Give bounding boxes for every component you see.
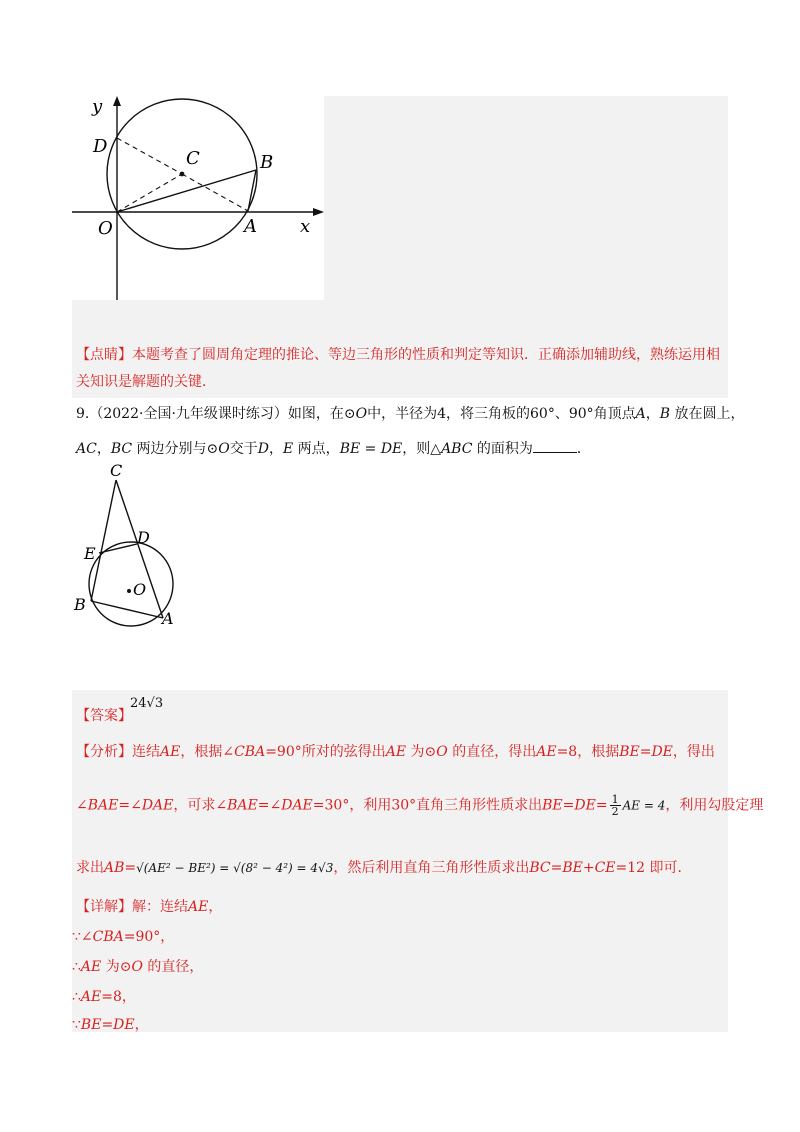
center-dot: [180, 172, 185, 177]
q-bc: BC: [110, 441, 133, 457]
a-text: ∠: [76, 797, 88, 814]
dashed-oc: [117, 174, 182, 212]
d-var: AE: [80, 989, 102, 1005]
q-text: ．: [576, 441, 591, 457]
a-var: AE: [536, 744, 557, 760]
detail-line-5: [72, 1015, 149, 1035]
tip-line-2: [76, 372, 216, 392]
detail-line-4: [72, 987, 136, 1007]
d-text: ∵∠: [72, 929, 93, 945]
line-ba: [91, 601, 163, 618]
q-e: E: [283, 441, 294, 457]
a-text: +: [582, 860, 595, 876]
fraction-one-half: [610, 794, 621, 817]
a-var: DAE: [281, 797, 313, 814]
label-a: A: [162, 609, 174, 628]
a-var: BAE: [87, 797, 119, 814]
label-d: D: [93, 136, 108, 157]
q-text: 放在圆上，: [670, 406, 745, 422]
d-circle-o: ⊙O: [119, 959, 143, 975]
a-text: 求出: [76, 860, 104, 876]
q-text: 中，半径为4，将三角板的60°、90°角顶点: [367, 406, 636, 422]
tip-text-1: 本题考查了圆周角定理的推论、等边三角形的性质和判定等知识．正确添加辅助线，熟练运用相: [132, 347, 720, 363]
a-formula: AE = 4: [622, 798, 666, 813]
a-var: BC: [529, 860, 551, 876]
label-c: C: [186, 148, 200, 169]
label-b: B: [260, 152, 274, 173]
a-text: =30°，利用30°直角三角形性质求出: [312, 797, 543, 814]
figure-shade-right: [324, 96, 728, 300]
d-text: ，: [208, 899, 223, 915]
a-var: AE: [160, 744, 181, 760]
center-dot: [127, 589, 131, 593]
d-text: ，: [134, 1017, 149, 1033]
a-var: BE=DE: [619, 744, 673, 760]
a-text: ，根据∠: [180, 744, 235, 760]
a-text: 连结: [132, 744, 160, 760]
q-text: ，: [645, 406, 660, 422]
a-text: =∠: [118, 797, 142, 814]
q-circle-o: ⊙O: [206, 441, 230, 457]
line-cb: [91, 480, 116, 601]
tip-line-1: [76, 345, 720, 365]
q-text: 两边分别与: [132, 441, 207, 457]
d-var: BE: [80, 1017, 102, 1033]
q-text: 的面积为: [472, 441, 533, 457]
d-text: 解：连结: [132, 899, 188, 915]
a-text: =12 即可．: [615, 860, 692, 876]
q-text: ，: [269, 441, 283, 457]
frac-numerator: 1: [611, 793, 619, 806]
answer-tag: 【答案】: [76, 708, 132, 724]
a-text: =: [595, 797, 608, 814]
detail-tag: 【详解】: [76, 899, 132, 915]
d-var: DE: [113, 1017, 135, 1033]
a-text: =: [550, 860, 563, 876]
label-a: A: [244, 216, 257, 237]
figure-2-triangle-circle: [70, 458, 200, 638]
label-d: D: [137, 528, 150, 547]
line-ed: [99, 544, 137, 553]
a-circle-o: ⊙O: [424, 744, 448, 760]
q-equation: BE = DE: [339, 441, 403, 457]
a-var: AE: [385, 744, 407, 760]
q-d: D: [257, 441, 269, 457]
d-text: 为: [101, 959, 120, 975]
detail-line-1: [76, 897, 222, 917]
q-text: ，: [96, 441, 111, 457]
line-ob: [117, 170, 256, 212]
a-var: DE: [574, 797, 596, 814]
d-text: =: [101, 1017, 114, 1033]
analysis-line-1: [76, 742, 715, 762]
label-o: O: [133, 580, 147, 599]
question-line-2: [76, 438, 591, 459]
analysis-line-2: [76, 794, 763, 817]
dashed-dc: [117, 138, 182, 174]
frac-denominator: 2: [611, 805, 619, 818]
a-var: BE: [562, 860, 583, 876]
a-text: ，利用勾股定理: [665, 797, 764, 814]
a-var: AB: [104, 860, 125, 876]
detail-line-3: [72, 957, 203, 977]
label-e: E: [84, 544, 96, 563]
analysis-line-3: [76, 858, 692, 878]
figure-1-coordinate-circle: [72, 92, 328, 302]
d-var: CBA: [92, 929, 124, 945]
d-text: 的直径，: [142, 959, 204, 975]
q-point-b: B: [659, 406, 671, 422]
label-c: C: [110, 461, 123, 480]
d-text: =8，: [101, 989, 136, 1005]
analysis-tag: 【分析】: [76, 744, 132, 760]
a-pythagoras-formula: √(AE² − BE²) = √(8² − 4²) = 4√3: [136, 861, 334, 875]
d-text: ∴: [72, 989, 81, 1005]
a-text: 为: [406, 744, 425, 760]
circle-o: [89, 542, 173, 626]
q-ac: AC: [76, 441, 97, 457]
d-text: ∵: [72, 1017, 81, 1033]
q-text: ，则△: [402, 441, 442, 457]
detail-line-2: [72, 927, 174, 947]
dashed-ca: [182, 174, 248, 211]
q-abc: ABC: [441, 441, 473, 457]
label-b: B: [74, 595, 86, 614]
d-var: AE: [80, 959, 102, 975]
d-text: ∴: [72, 959, 81, 975]
q-text: 两点，: [293, 441, 340, 457]
question-line-1: [76, 404, 745, 424]
d-var: AE: [188, 899, 209, 915]
tip-tag: 【点睛】: [76, 347, 132, 363]
a-var: CBA: [234, 744, 266, 760]
q-point-a: A: [635, 406, 646, 422]
q-text: （2022·全国·九年级课时练习）如图，在: [89, 406, 344, 422]
x-axis-arrow: [313, 208, 324, 216]
a-text: ，然后利用直角三角形性质求出: [333, 860, 530, 876]
a-text: ，得出: [672, 744, 715, 760]
a-var: BE: [542, 797, 563, 814]
tip-text-2: 关知识是解题的关键．: [76, 374, 216, 390]
d-text: =90°，: [123, 929, 175, 945]
label-x: x: [300, 216, 311, 237]
a-text: =∠: [257, 797, 282, 814]
a-text: =8，根据: [556, 744, 620, 760]
a-text: =: [562, 797, 575, 814]
a-var: BAE: [227, 797, 258, 814]
y-axis-arrow: [113, 96, 121, 106]
question-number: 9.: [76, 406, 90, 422]
a-text: ，可求∠: [173, 797, 228, 814]
a-text: =90°所对的弦得出: [265, 744, 386, 760]
answer-blank[interactable]: [533, 438, 577, 453]
q-circle-o: ⊙O: [343, 406, 368, 422]
label-o: O: [98, 218, 113, 239]
label-y: y: [92, 96, 103, 117]
a-var: CE: [594, 860, 616, 876]
a-text: 的直径，得出: [447, 744, 537, 760]
answer-value: 24√3: [130, 696, 164, 711]
a-var: DAE: [141, 797, 174, 814]
a-text: =: [124, 860, 137, 876]
q-text: 交于: [229, 441, 258, 457]
